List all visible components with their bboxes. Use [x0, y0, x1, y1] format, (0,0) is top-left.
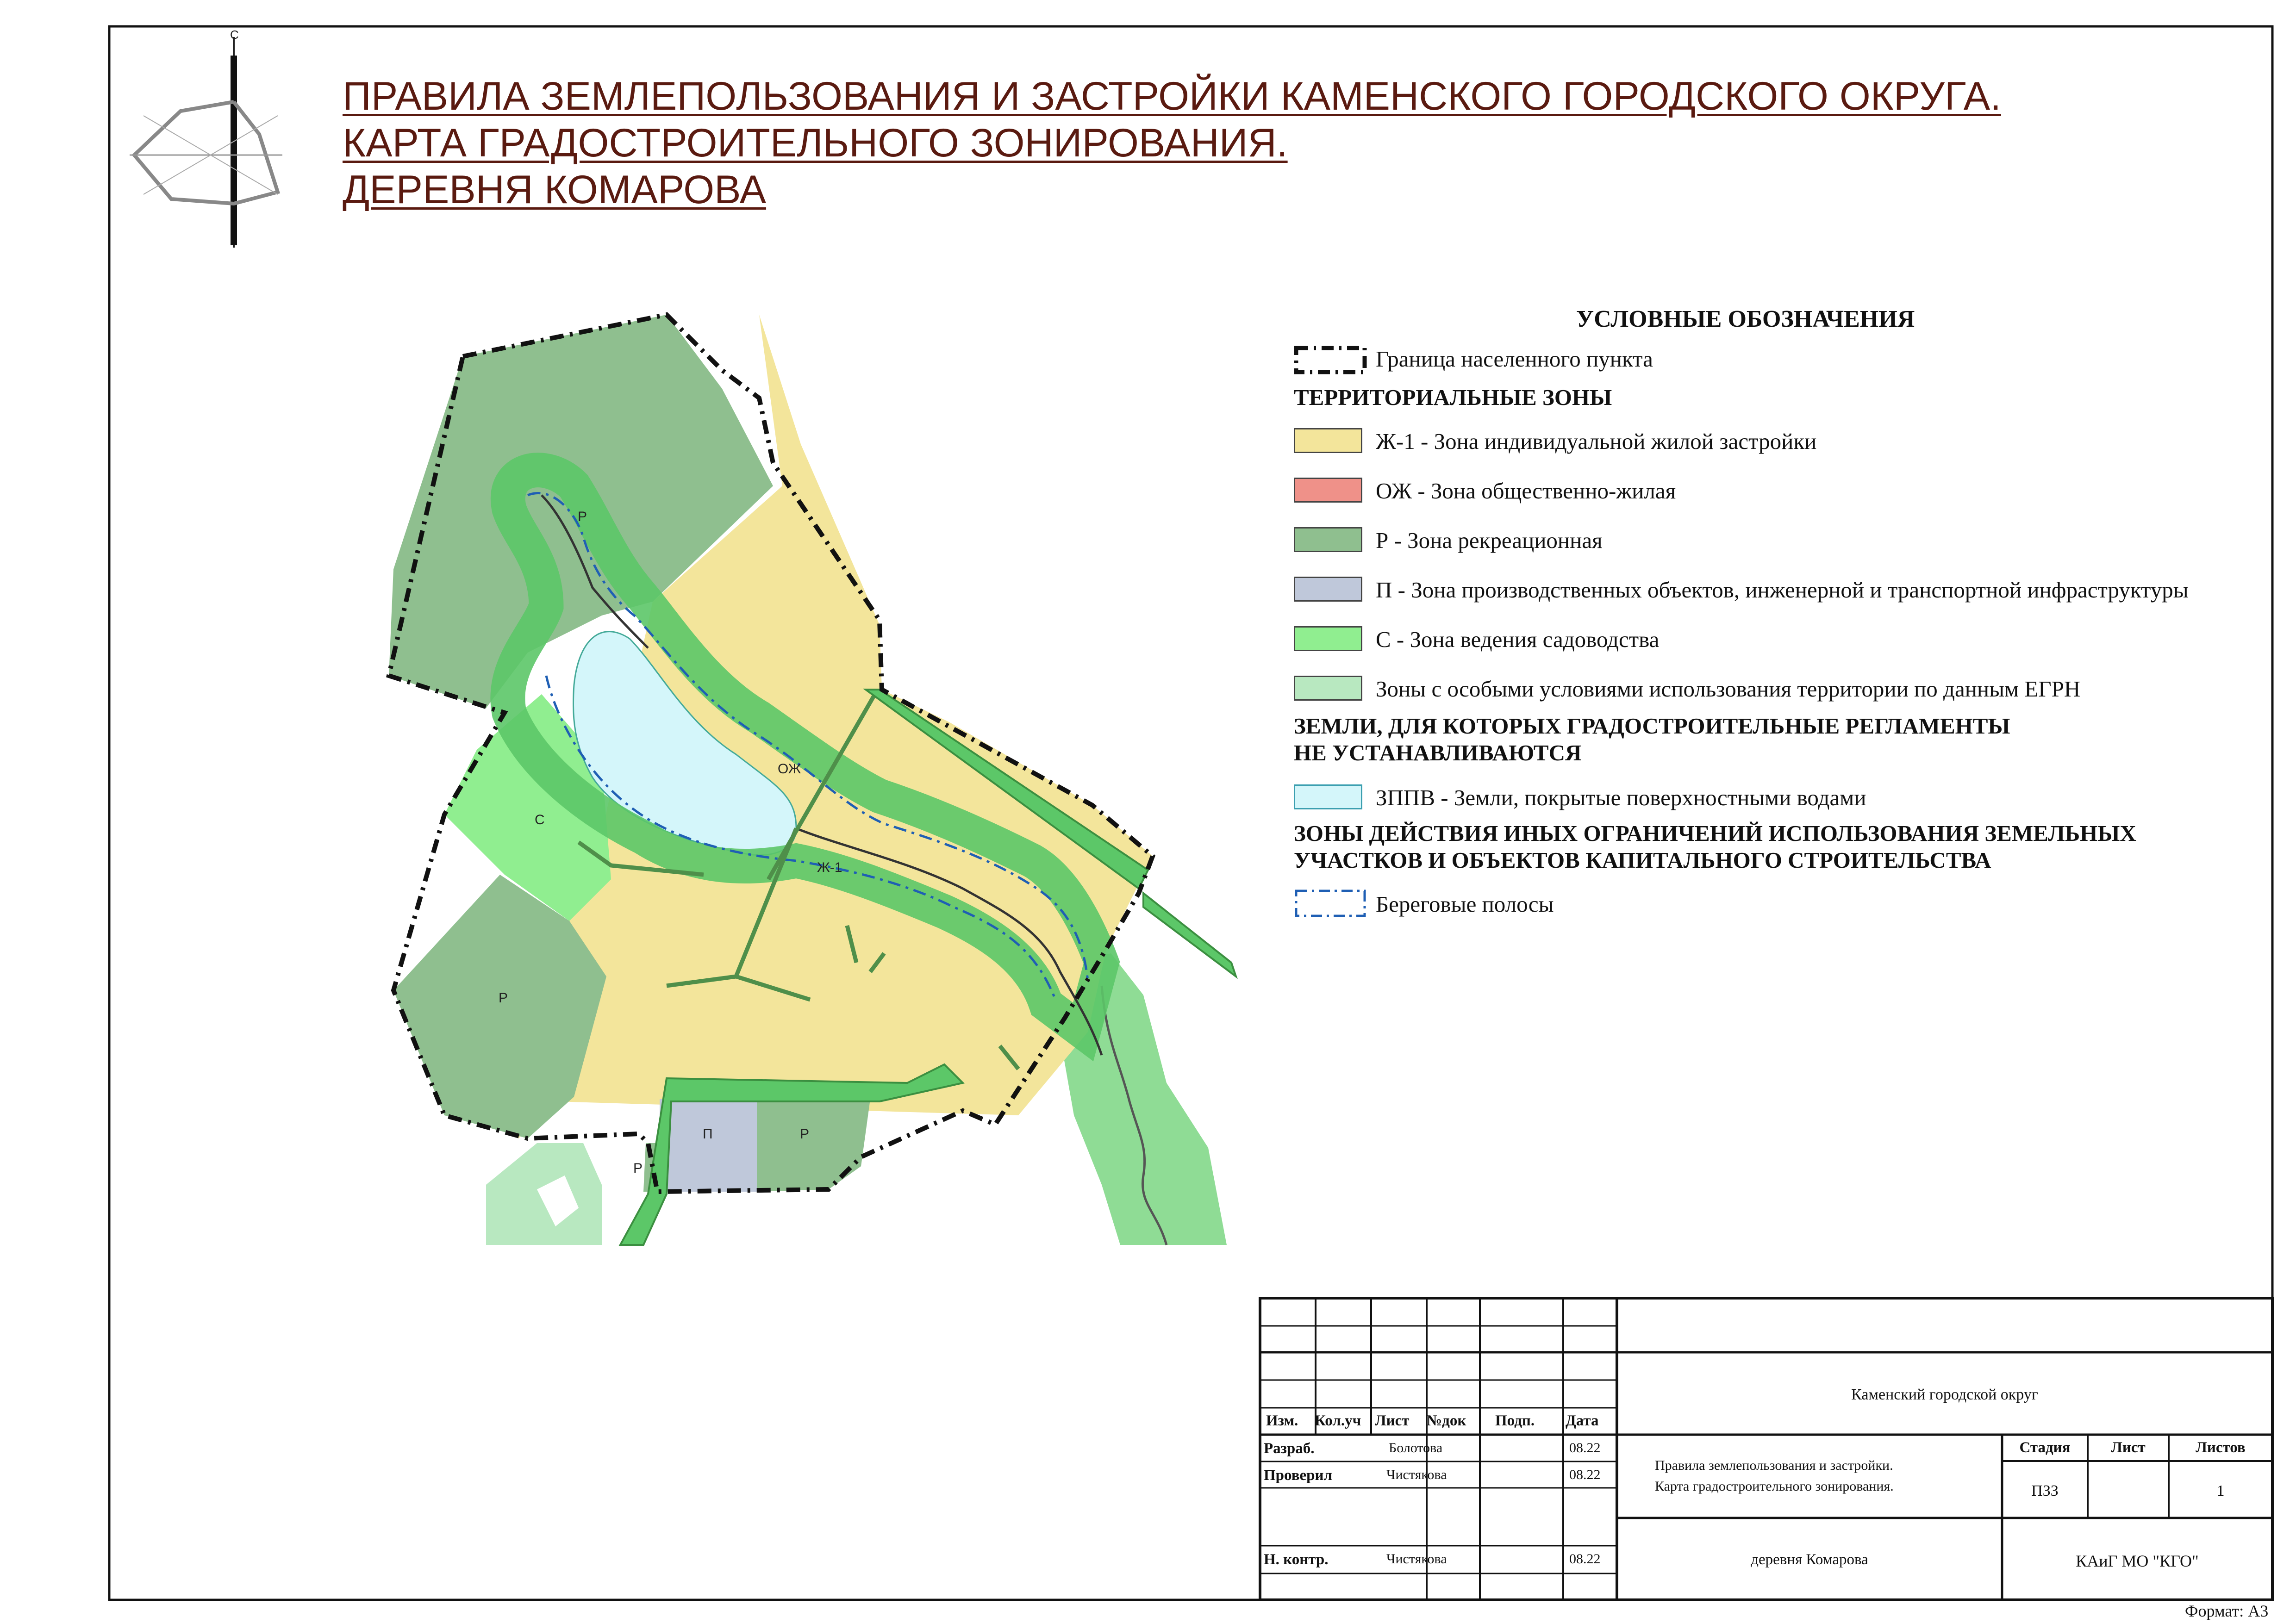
map-label-oj: ОЖ	[778, 761, 801, 777]
tb-name-developed: Болотова	[1389, 1440, 1443, 1455]
legend-shoreline-icon	[1296, 891, 1365, 916]
tb-developer: КАиГ МО "КГО"	[2076, 1552, 2199, 1570]
tb-header-izm: Изм.	[1266, 1412, 1298, 1429]
title-line-1: ПРАВИЛА ЗЕМЛЕПОЛЬЗОВАНИЯ И ЗАСТРОЙКИ КАМЕНСКОГО ГОРОДСКОГО ОКРУГА.	[343, 74, 2001, 118]
tb-stage-header: Стадия	[2019, 1439, 2071, 1456]
tb-document-line-1: Правила землепользования и застройки.	[1655, 1458, 1893, 1473]
tb-header-kolvo: Кол.уч	[1315, 1412, 1361, 1429]
legend-swatch-egrn	[1294, 676, 1362, 701]
tb-sheets-header: Листов	[2196, 1439, 2246, 1456]
map-label-r-south: Р	[800, 1126, 810, 1142]
title-line-2: КАРТА ГРАДОСТРОИТЕЛЬНОГО ЗОНИРОВАНИЯ.	[343, 121, 1288, 165]
tb-name-checked: Чистякова	[1386, 1467, 1447, 1482]
tb-date-checked: 08.22	[1569, 1467, 1601, 1482]
map-label-p: П	[703, 1126, 713, 1142]
legend-label-water: ЗППВ - Земли, покрытые поверхностными водами	[1376, 785, 1866, 810]
zone-r-south	[757, 1099, 870, 1192]
map-label-s: С	[535, 812, 545, 827]
north-arrow-label: С	[230, 28, 239, 42]
map-label-zh1: Ж-1	[817, 860, 842, 875]
title-line-3: ДЕРЕВНЯ КОМАРОВА	[343, 168, 767, 212]
tb-date-norm-control: 08.22	[1569, 1551, 1601, 1567]
sheet-frame	[109, 26, 2272, 1600]
legend-section-restrictions-line-2: УЧАСТКОВ И ОБЪЕКТОВ КАПИТАЛЬНОГО СТРОИТЕЛЬСТВА	[1294, 847, 1991, 873]
tb-role-checked: Проверил	[1264, 1467, 1333, 1484]
legend-section-no-regulations-line-2: НЕ УСТАНАВЛИВАЮТСЯ	[1294, 740, 1582, 765]
legend-label-egrn: Зоны с особыми условиями использования территории по данным ЕГРН	[1376, 676, 2081, 702]
legend-label-shoreline: Береговые полосы	[1376, 891, 1554, 917]
legend-section-zones: ТЕРРИТОРИАЛЬНЫЕ ЗОНЫ	[1294, 385, 1612, 410]
legend-label-r: Р - Зона рекреационная	[1376, 528, 1603, 553]
tb-header-ndoc: №док	[1427, 1412, 1466, 1429]
tb-sheet-header: Лист	[2111, 1439, 2146, 1456]
legend-boundary-icon	[1296, 348, 1365, 372]
tb-stage-value: ПЗЗ	[2031, 1482, 2059, 1499]
tb-role-norm-control: Н. контр.	[1264, 1551, 1329, 1568]
tb-sheets-value: 1	[2216, 1482, 2225, 1499]
legend-swatch-oj	[1294, 478, 1362, 503]
legend-label-s: С - Зона ведения садоводства	[1376, 627, 1660, 652]
legend-swatch-s	[1294, 626, 1362, 651]
north-arrow-icon	[130, 37, 282, 248]
legend-label-zh1: Ж-1 - Зона индивидуальной жилой застройки	[1376, 429, 1817, 454]
map-label-r-west: Р	[499, 990, 508, 1006]
format-label: Формат: А3	[2185, 1602, 2269, 1620]
tb-role-developed: Разраб.	[1264, 1440, 1315, 1457]
tb-document-line-2: Карта градостроительного зонирования.	[1655, 1479, 1894, 1494]
tb-header-podp: Подп.	[1495, 1412, 1535, 1429]
legend-label-p: П - Зона производственных объектов, инженерной и транспортной инфраструктуры	[1376, 577, 2189, 603]
legend-section-no-regulations-line-1: ЗЕМЛИ, ДЛЯ КОТОРЫХ ГРАДОСТРОИТЕЛЬНЫЕ РЕГЛАМЕНТЫ	[1294, 713, 2010, 739]
legend-swatch-water	[1294, 784, 1362, 809]
tb-organization: Каменский городской округ	[1851, 1386, 2038, 1403]
sheet-title	[343, 73, 2194, 213]
map-label-r-north: Р	[578, 509, 587, 524]
map-label-r-small: Р	[633, 1161, 643, 1176]
tb-header-data: Дата	[1566, 1412, 1599, 1429]
zone-p	[660, 1099, 757, 1192]
legend-heading: УСЛОВНЫЕ ОБОЗНАЧЕНИЯ	[1576, 306, 1915, 332]
legend-swatch-r	[1294, 527, 1362, 552]
tb-date-developed: 08.22	[1569, 1440, 1601, 1455]
road-corridor-east	[1143, 893, 1236, 976]
legend-swatch-zh1	[1294, 428, 1362, 453]
tb-header-list: Лист	[1375, 1412, 1410, 1429]
legend-boundary-label: Граница населенного пункта	[1376, 346, 1653, 372]
legend-section-restrictions-line-1: ЗОНЫ ДЕЙСТВИЯ ИНЫХ ОГРАНИЧЕНИЙ ИСПОЛЬЗОВАНИЯ ЗЕМЕЛЬНЫХ	[1294, 821, 2136, 846]
zoning-map	[389, 315, 1236, 1245]
tb-name-norm-control: Чистякова	[1386, 1551, 1447, 1567]
legend-swatch-p	[1294, 577, 1362, 602]
legend-label-oj: ОЖ - Зона общественно-жилая	[1376, 478, 1676, 504]
tb-sheet-name: деревня Комарова	[1751, 1551, 1868, 1568]
